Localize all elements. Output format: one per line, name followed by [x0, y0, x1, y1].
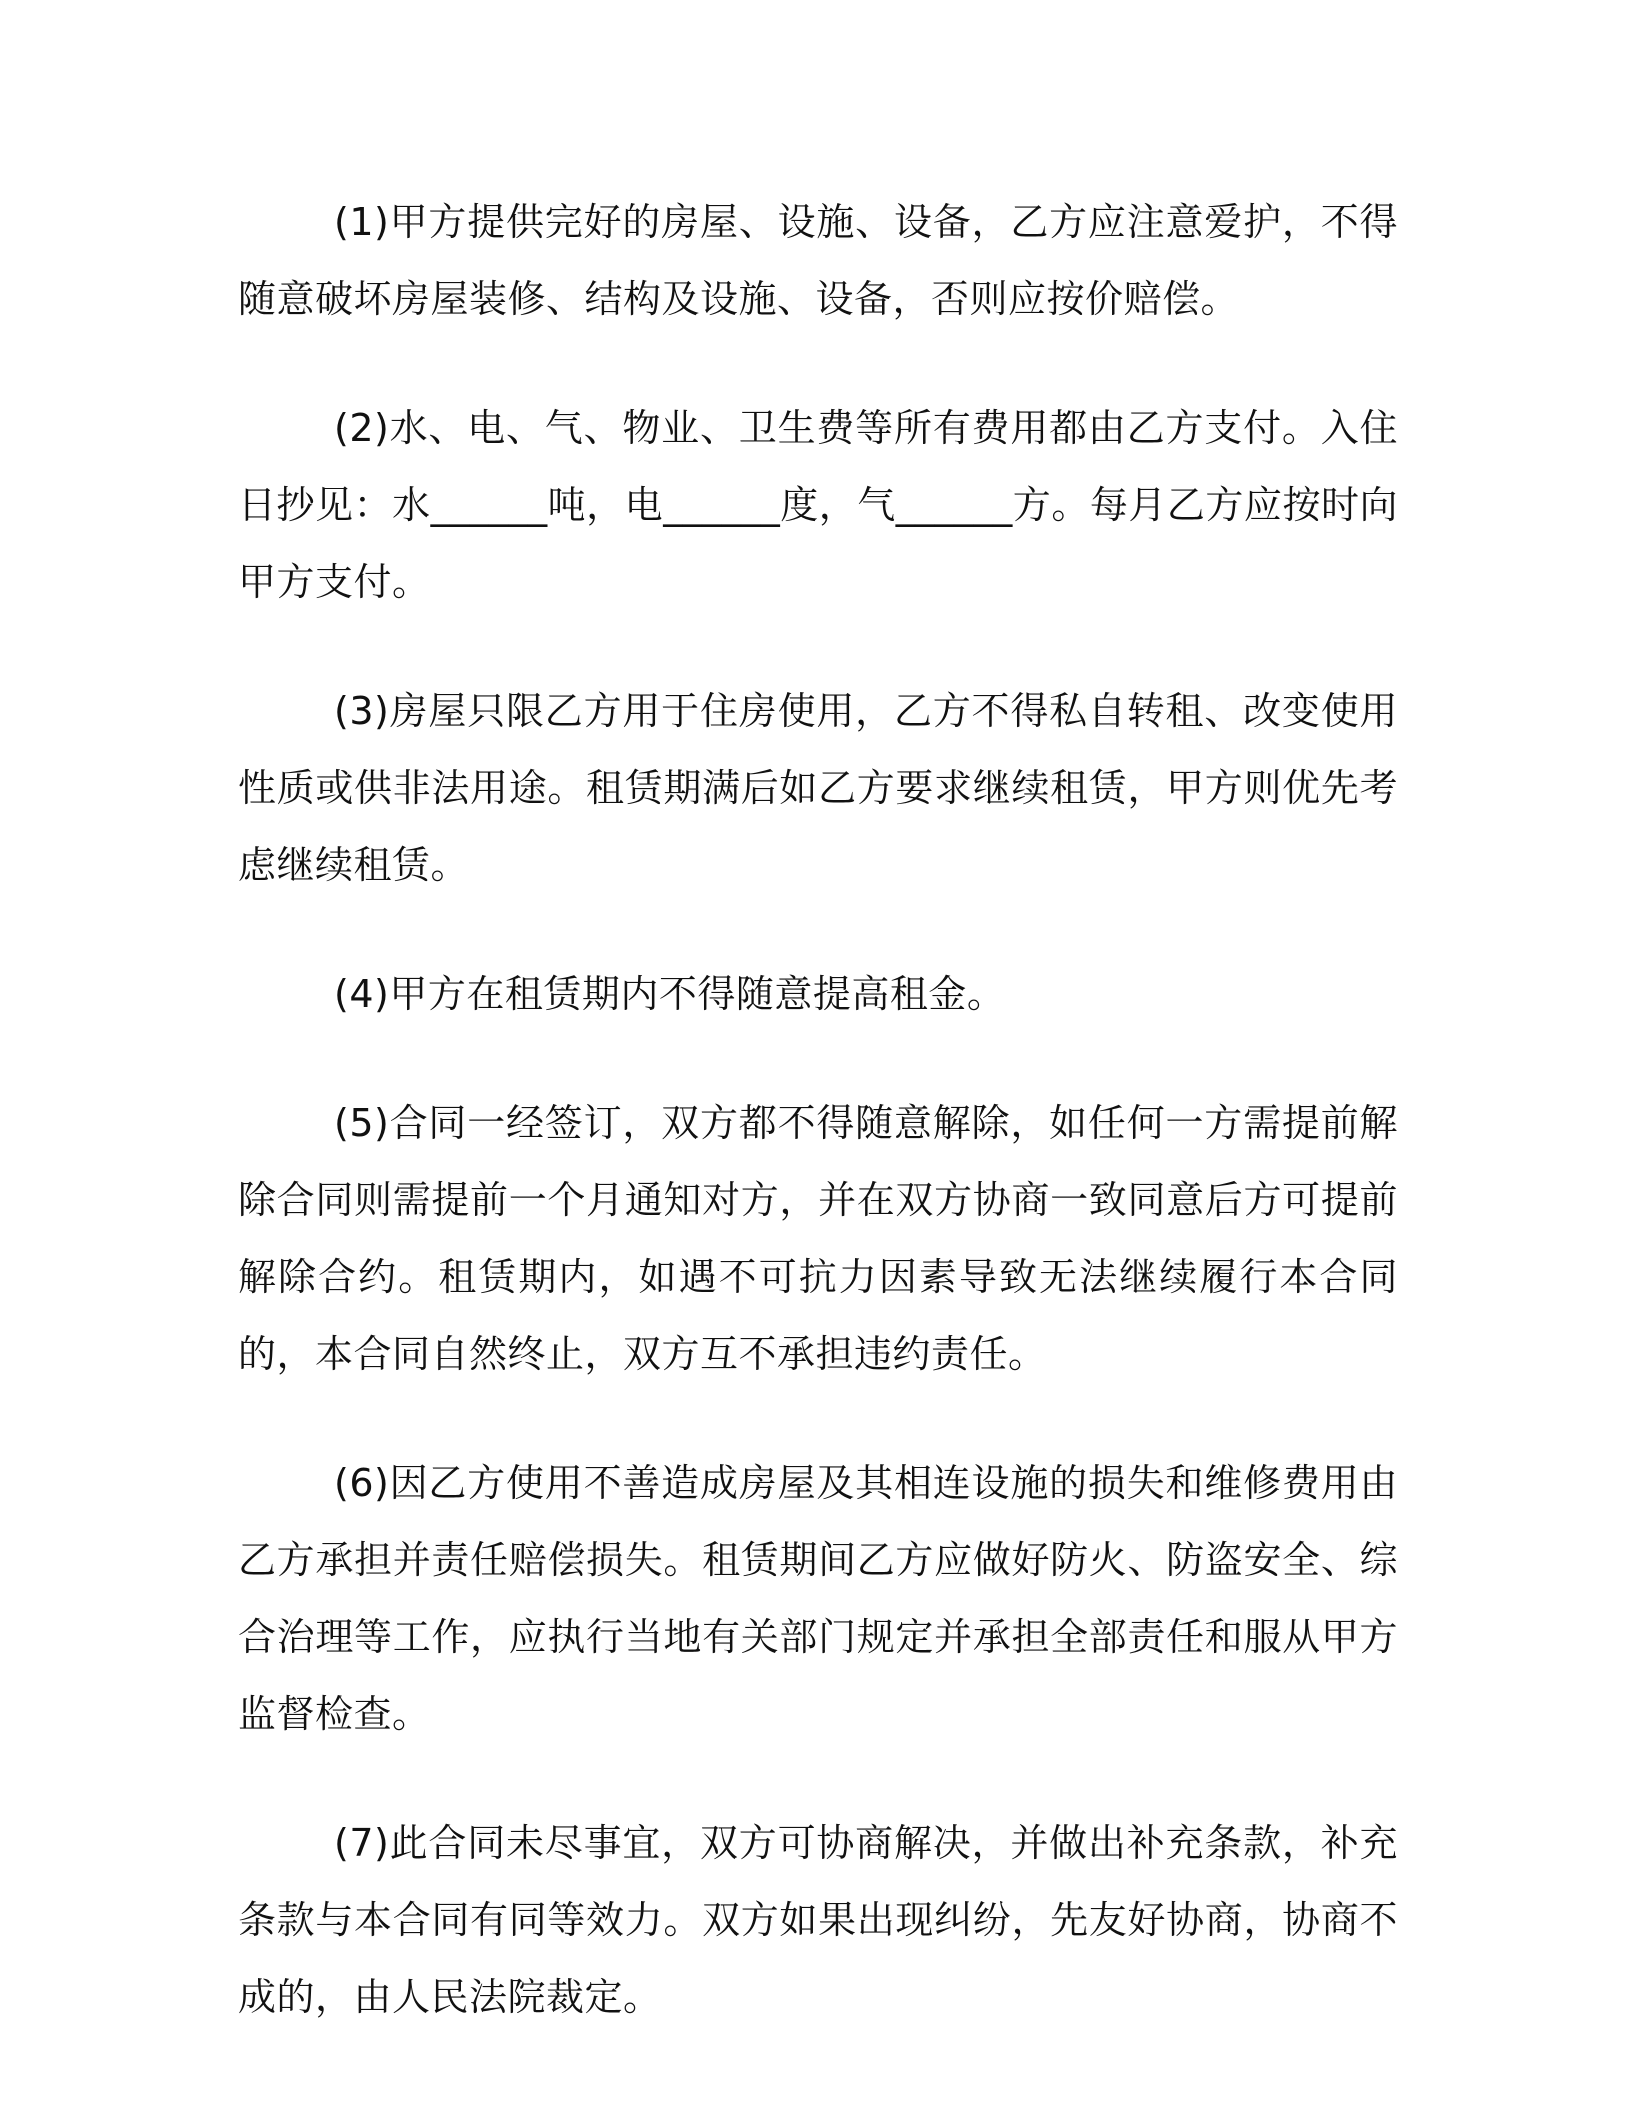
clause-6: (6)因乙方使用不善造成房屋及其相连设施的损失和维修费用由乙方承担并责任赔偿损失。租赁期间乙方应做好防火、防盗安全、综合治理等工作，应执行当地有关部门规定并承担全部责任和服从甲方监督检查。: [238, 1461, 1398, 1736]
clause-5: (5)合同一经签订，双方都不得随意解除，如任何一方需提前解除合同则需提前一个月通知对方，并在双方协商一致同意后方可提前解除合约。租赁期内，如遇不可抗力因素导致无法继续履行本合同的，本合同自然终止，双方互不承担违约责任。: [238, 1101, 1398, 1376]
contract-body: [238, 184, 1398, 2036]
clause-7: (7)此合同未尽事宜，双方可协商解决，并做出补充条款，补充条款与本合同有同等效力。双方如果出现纠纷，先友好协商，协商不成的，由人民法院裁定。: [238, 1821, 1398, 2019]
clause-3: (3)房屋只限乙方用于住房使用，乙方不得私自转租、改变使用性质或供非法用途。租赁期满后如乙方要求继续租赁，甲方则优先考虑继续租赁。: [238, 689, 1398, 887]
clause-1: (1)甲方提供完好的房屋、设施、设备，乙方应注意爱护，不得随意破坏房屋装修、结构及设施、设备，否则应按价赔偿。: [238, 200, 1398, 321]
clause-4: (4)甲方在租赁期内不得随意提高租金。: [334, 972, 1006, 1016]
clause-2: (2)水、电、气、物业、卫生费等所有费用都由乙方支付。入住日抄见：水______吨，电______度，气______方。每月乙方应按时向甲方支付。: [238, 406, 1398, 604]
